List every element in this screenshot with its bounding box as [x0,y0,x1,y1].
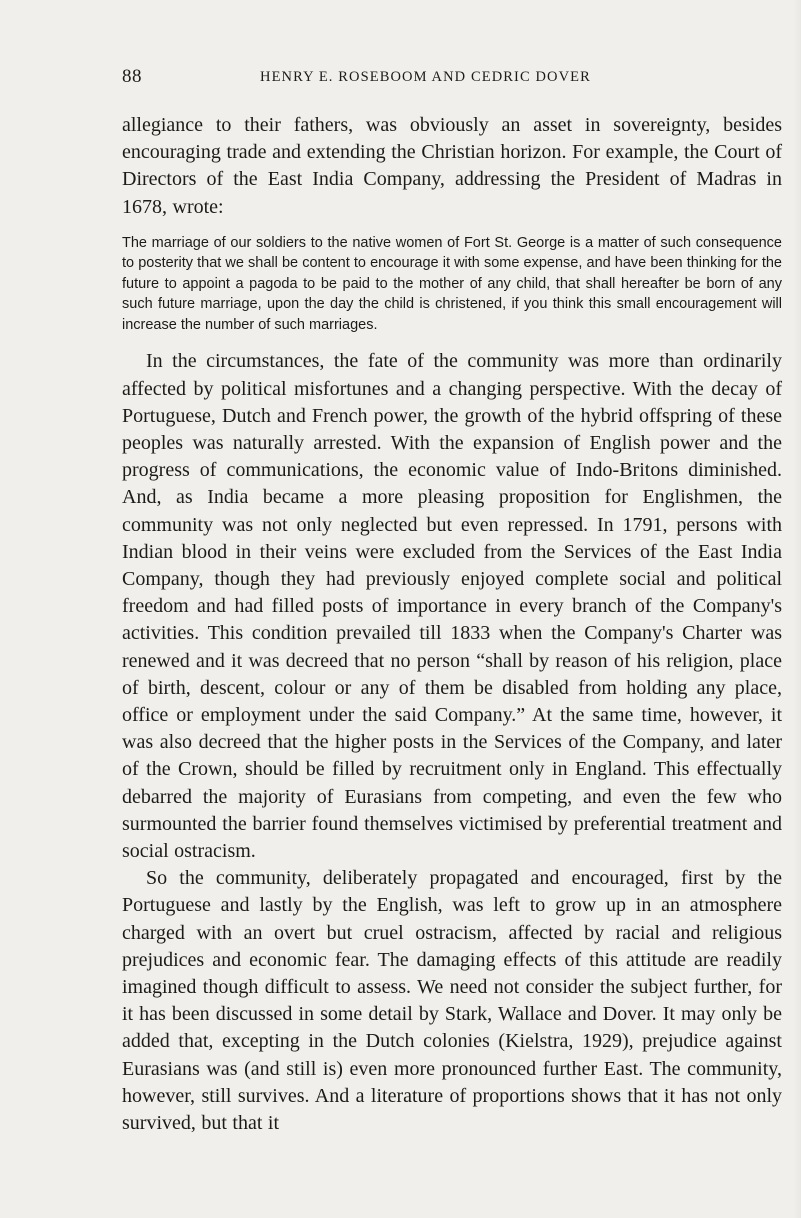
paragraph-community: So the community, deliberately propagated and encouraged, first by the Portuguese and lastly by the English, was left to grow up in an atmosphere charged with an overt but cruel ostracism, affected by racial and religious prejudices and economic fear. The damaging effects of this attitude are readily imagined though difficult to assess. We need not consider the subject further, for it has been discussed in some detail by Stark, Wallace and Dover. It may only be added that, excepting in the Dutch colonies (Kielstra, 1929), prejudice against Eurasians was (and still is) even more pronounced further East. The community, however, still survives. And a literature of proportions shows that it has not only survived, but that it [122,867,782,1134]
paragraph-circumstances: In the circumstances, the fate of the community was more than ordinarily affected by political misfortunes and a changing perspective. With the decay of Portuguese, Dutch and French power, the growth of the hybrid offspring of these peoples was naturally arrested. With the expansion of English power and the progress of communications, the economic value of Indo-Britons diminished. And, as India became a more pleasing proposition for Englishmen, the community was not only neglected but even repressed. In 1791, persons with Indian blood in their veins were excluded from the Services of the East India Company, though they had previously enjoyed complete social and political freedom and had filled posts of importance in every branch of the Company's activities. This condition prevailed till 1833 when the Company's Charter was renewed and it was decreed that no person “shall by reason of his religion, place of birth, descent, colour or any of them be disabled from holding any place, office or employment under the said Company.” At the same time, however, it was also decreed that the higher posts in the Services of the Company, and later of the Crown, should be filled by recruitment only in England. This effectually debarred the majority of Eurasians from competing, and even the few who surmounted the barrier found themselves victimised by preferential treatment and social ostracism. [122,350,782,862]
page-number: 88 [122,66,142,87]
page-edge-shadow [793,0,801,1218]
page-header [122,66,782,90]
block-quote: The marriage of our soldiers to the native women of Fort St. George is a matter of such consequence to posterity that we shall be content to encourage it with some expense, and have been thinking for the future to appoint a pagoda to be paid to the mother of any child, that shall hereafter be born of any such future marriage, upon the day the child is christened, if you think this small encouragement will increase the number of such marriages. [122,234,782,333]
body-text [122,112,782,1137]
running-head: HENRY E. ROSEBOOM AND CEDRIC DOVER [260,69,591,85]
paragraph-continuation: allegiance to their fathers, was obviously an asset in sovereignty, besides encouraging trade and extending the Christian horizon. For example, the Court of Directors of the East India Company, addressing the President of Madras in 1678, wrote: [122,114,782,218]
